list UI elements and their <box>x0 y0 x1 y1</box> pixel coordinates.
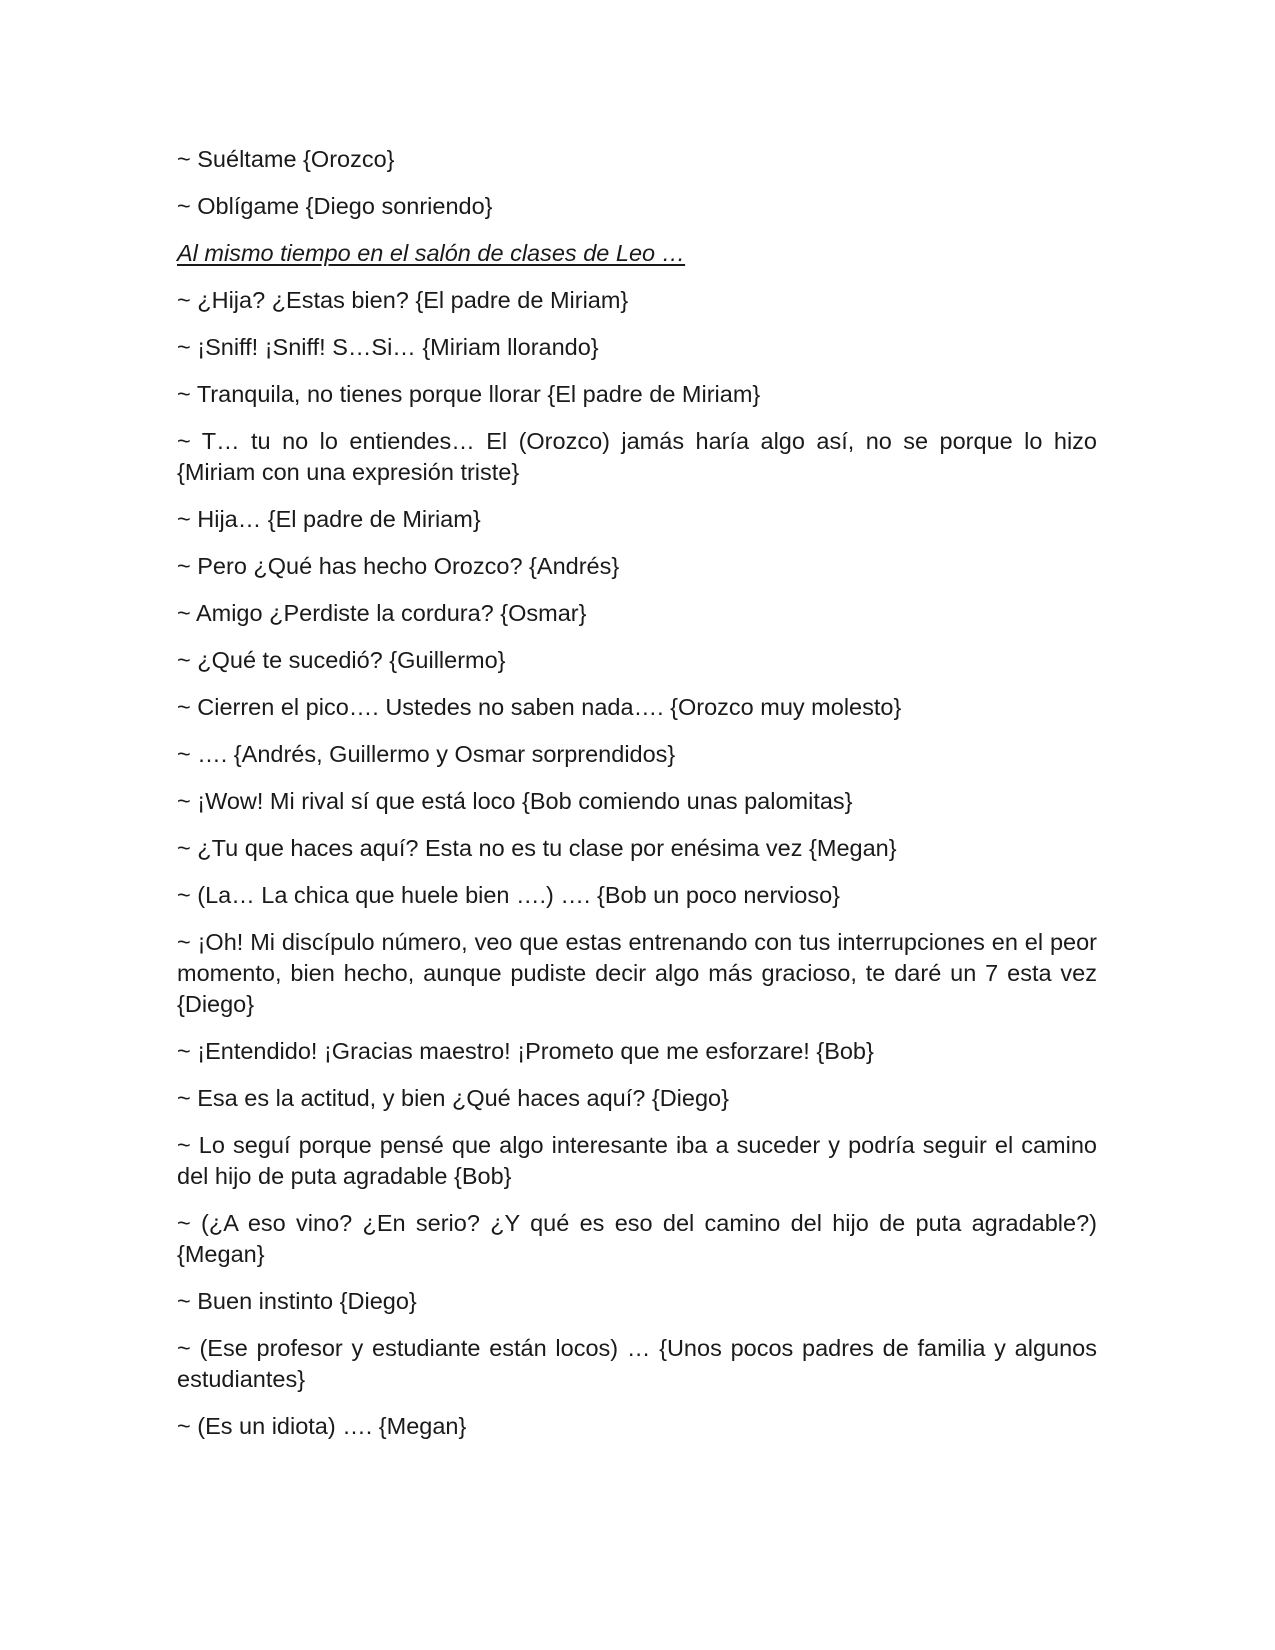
dialogue-line: ~ ¡Oh! Mi discípulo número, veo que estas entrenando con tus interrupciones en el peor momento, bien hecho, aunque pudiste decir algo más gracioso, te daré un 7 esta vez {Diego} <box>177 929 1097 1017</box>
dialogue-line: ~ Esa es la actitud, y bien ¿Qué haces aquí? {Diego} <box>177 1085 729 1111</box>
document-body <box>177 144 1097 1458</box>
dialogue-line: ~ (¿A eso vino? ¿En serio? ¿Y qué es eso del camino del hijo de puta agradable?) {Megan} <box>177 1210 1097 1267</box>
dialogue-line: ~ ¡Entendido! ¡Gracias maestro! ¡Prometo que me esforzare! {Bob} <box>177 1038 874 1064</box>
dialogue-line: ~ Suéltame {Orozco} <box>177 146 395 172</box>
dialogue-line: ~ Pero ¿Qué has hecho Orozco? {Andrés} <box>177 553 620 579</box>
dialogue-line: ~ Buen instinto {Diego} <box>177 1288 417 1314</box>
dialogue-line: ~ Tranquila, no tienes porque llorar {El padre de Miriam} <box>177 381 761 407</box>
dialogue-line: ~ Amigo ¿Perdiste la cordura? {Osmar} <box>177 600 587 626</box>
scene-heading: Al mismo tiempo en el salón de clases de Leo … <box>177 240 686 266</box>
dialogue-line: ~ ¿Qué te sucedió? {Guillermo} <box>177 647 506 673</box>
dialogue-line: ~ …. {Andrés, Guillermo y Osmar sorprendidos} <box>177 741 676 767</box>
dialogue-line: ~ (Ese profesor y estudiante están locos) … {Unos pocos padres de familia y algunos estudiantes} <box>177 1335 1097 1392</box>
dialogue-line: ~ Oblígame {Diego sonriendo} <box>177 193 493 219</box>
dialogue-line: ~ ¿Tu que haces aquí? Esta no es tu clase por enésima vez {Megan} <box>177 835 897 861</box>
dialogue-line: ~ ¡Sniff! ¡Sniff! S…Si… {Miriam llorando} <box>177 334 599 360</box>
dialogue-line: ~ Cierren el pico…. Ustedes no saben nada…. {Orozco muy molesto} <box>177 694 902 720</box>
dialogue-line: ~ Hija… {El padre de Miriam} <box>177 506 481 532</box>
dialogue-line: ~ ¿Hija? ¿Estas bien? {El padre de Miriam} <box>177 287 629 313</box>
dialogue-line: ~ (La… La chica que huele bien ….) …. {Bob un poco nervioso} <box>177 882 840 908</box>
dialogue-line: ~ Lo seguí porque pensé que algo interesante iba a suceder y podría seguir el camino del hijo de puta agradable {Bob} <box>177 1132 1097 1189</box>
dialogue-line: ~ ¡Wow! Mi rival sí que está loco {Bob comiendo unas palomitas} <box>177 788 853 814</box>
dialogue-line: ~ (Es un idiota) …. {Megan} <box>177 1413 467 1439</box>
dialogue-line: ~ T… tu no lo entiendes… El (Orozco) jamás haría algo así, no se porque lo hizo {Miriam con una expresión triste} <box>177 428 1097 485</box>
